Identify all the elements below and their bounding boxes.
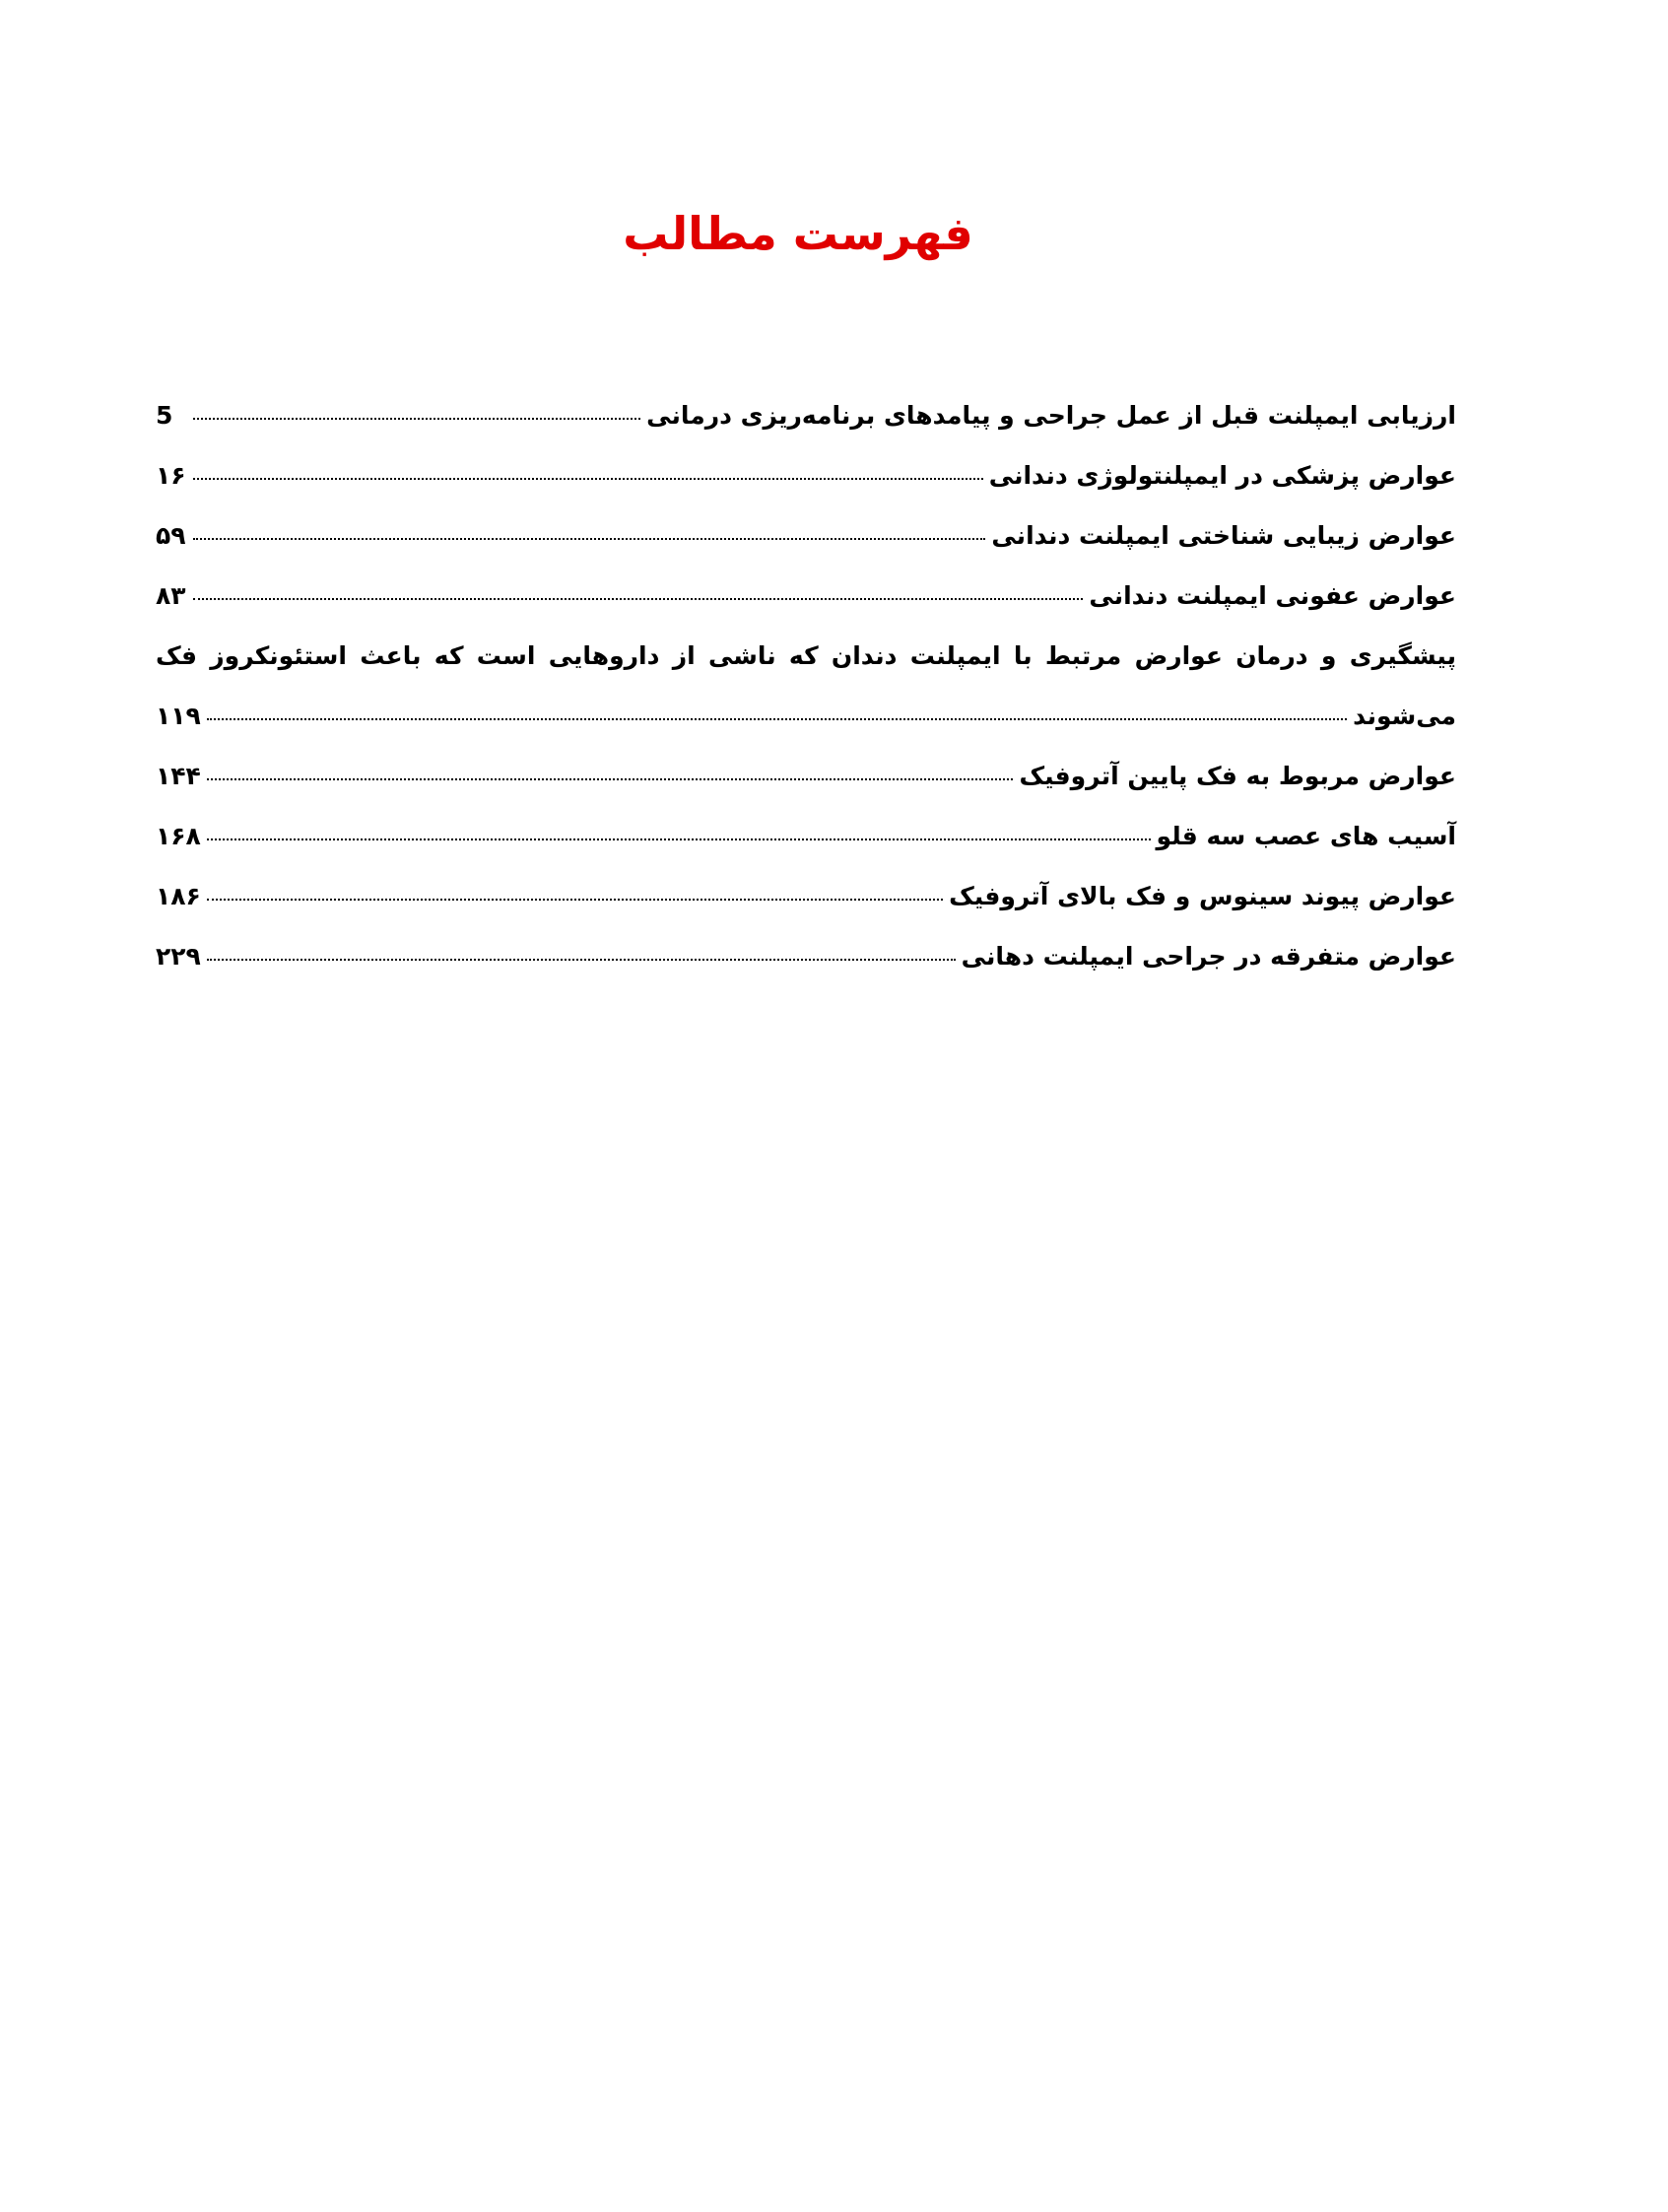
toc-entry-page-number: ۱۶۸ [156, 822, 201, 850]
toc-entry[interactable] [156, 581, 1456, 641]
toc-entry-page-number: ۵۹ [156, 521, 186, 550]
dot-leader [193, 538, 985, 540]
toc-entry-label: آسیب های عصب سه قلو [1156, 822, 1456, 850]
toc-entry[interactable] [156, 401, 1456, 461]
toc-entry-label: عوارض پیوند سینوس و فک بالای آتروفیک [949, 882, 1456, 910]
toc-entry[interactable] [156, 762, 1456, 822]
toc-entry[interactable] [156, 882, 1456, 942]
toc-entry-label: عوارض مربوط به فک پایین آتروفیک [1019, 762, 1456, 790]
toc-entry-page-number: ۱۸۶ [156, 882, 201, 910]
page-title: فهرست مطالب [623, 207, 973, 260]
toc-entry-page-number: ۲۲۹ [156, 942, 201, 971]
toc-entry-continuation [156, 702, 1456, 762]
toc-entry-label: عوارض عفونی ایمپلنت دندانی [1089, 581, 1456, 610]
toc-entry-label-continued: می‌شوند [1353, 702, 1456, 730]
dot-leader [207, 959, 956, 961]
toc-entry-page-number: 5 [156, 401, 173, 430]
toc-entry-page-number: ۱۶ [156, 461, 186, 490]
dot-leader [193, 478, 983, 480]
toc-entry-label: عوارض زیبایی شناختی ایمپلنت دندانی [991, 521, 1456, 550]
toc-entry-label: عوارض متفرقه در جراحی ایمپلنت دهانی [961, 942, 1456, 971]
toc-entry-label: پیشگیری و درمان عوارض مرتبط با ایمپلنت دندان که ناشی از داروهایی است که باعث استئونکروز فک [156, 641, 1456, 670]
dot-leader [207, 718, 1347, 720]
dot-leader [207, 899, 943, 901]
toc-entry[interactable] [156, 641, 1456, 762]
dot-leader [193, 418, 640, 420]
toc-entry-page-number: ۸۳ [156, 581, 186, 610]
toc-entry-label: ارزیابی ایمپلنت قبل از عمل جراحی و پیامدهای برنامه‌ریزی درمانی [646, 401, 1456, 430]
toc-entry-label: عوارض پزشکی در ایمپلنتولوژی دندانی [988, 461, 1456, 490]
dot-leader [207, 778, 1014, 780]
toc-entry[interactable] [156, 461, 1456, 521]
table-of-contents [156, 401, 1456, 1002]
toc-entry-page-number: ۱۱۹ [156, 702, 201, 730]
toc-entry[interactable] [156, 942, 1456, 1002]
toc-entry-page-number: ۱۴۴ [156, 762, 201, 790]
toc-entry[interactable] [156, 822, 1456, 882]
dot-leader [207, 838, 1151, 840]
toc-entry[interactable] [156, 521, 1456, 581]
dot-leader [193, 598, 1083, 600]
